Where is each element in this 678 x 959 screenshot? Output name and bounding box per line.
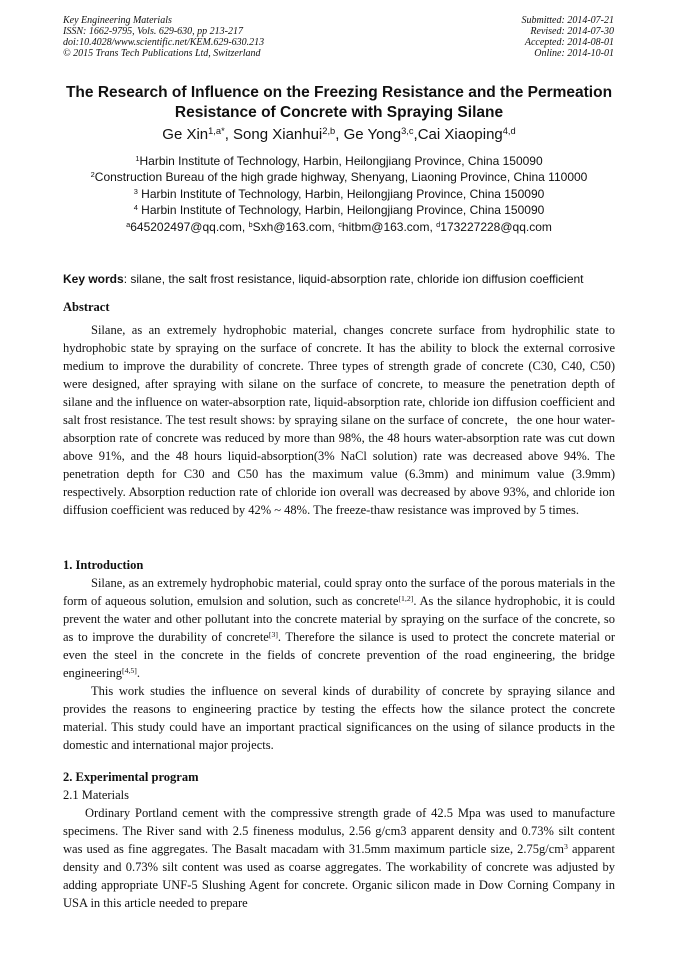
keywords-text: : silane, the salt frost resistance, liquid-absorption rate, chloride ion diffusion coefficient xyxy=(123,272,584,286)
affiliation-text: Construction Bureau of the high grade highway, Shenyang, Liaoning Province, China 110000 xyxy=(94,170,588,185)
keywords-label: Key words xyxy=(63,272,124,286)
author-sup: 1,a* xyxy=(208,125,225,136)
affiliation-sup: 1 xyxy=(135,153,140,163)
introduction-body xyxy=(63,574,615,754)
text-run: . Therefore the silance is used to protect the concrete material or even the steel in the concrete in the fields of concrete prevention of the road engineering, the bridge engineering xyxy=(63,630,616,680)
paper-title: The Research of Influence on the Freezing Resistance and the Permeation Resistance of Concrete with Spraying Silane xyxy=(65,84,613,121)
email-line xyxy=(63,219,615,235)
citation: [4,5] xyxy=(122,665,137,675)
affiliation-sup: 3 xyxy=(133,186,138,196)
author-name: Cai Xiaoping xyxy=(417,126,503,143)
affiliation-line xyxy=(63,169,615,185)
author-sup: 2,b xyxy=(322,125,336,136)
author-sep: , xyxy=(413,126,418,143)
author-name: Ge Yong xyxy=(343,126,402,143)
date-online: Online: 2014-10-01 xyxy=(534,48,614,59)
introduction-paragraph-2: This work studies the influence on several kinds of durability of concrete by spraying silance and provides the reasons to engineering practice by testing the effects how the silance protect the concrete material. This study could have an important practical significances on the using of silance products in the domestic and international major projects. xyxy=(63,684,615,752)
author-name: Song Xianhui xyxy=(233,126,323,143)
email-text[interactable]: 173227228@qq.com xyxy=(440,219,552,234)
email-sup: c xyxy=(338,219,342,229)
superscript: 3 xyxy=(564,841,568,851)
text-run: . xyxy=(136,666,140,680)
journal-issn: ISSN: 1662-9795, Vols. 629-630, pp 213-217 xyxy=(63,26,243,37)
introduction-paragraph-1 xyxy=(63,574,615,682)
text-run: . As the silance hydrophobic, it is could prevent the water and other pollutant into the concrete material by spraying on the surface of the concrete, so as to improve the durability of concrete xyxy=(63,594,615,644)
author-list xyxy=(63,126,615,144)
affiliation-sup: 4 xyxy=(133,203,138,213)
affiliation-text: Harbin Institute of Technology, Harbin, Heilongjiang Province, China 150090 xyxy=(137,203,545,218)
email-sup: a xyxy=(126,219,131,229)
email-text[interactable]: 645202497@qq.com, xyxy=(130,219,249,234)
affiliations xyxy=(63,153,615,235)
email-sup: d xyxy=(436,219,441,229)
author-sep: , xyxy=(335,126,344,143)
text-run: Silane, as an extremely hydrophobic material, could spray onto the surface of the porous materials in the form of aqueous solution, emulsion and solution, such as concrete xyxy=(63,576,615,608)
author-sup: 4,d xyxy=(502,125,516,136)
text-run: Ordinary Portland cement with the compressive strength grade of 42.5 Mpa was used to manufacture specimens. The River sand with 2.5 fineness modulus, 2.56 g/cm3 apparent density and 0.73% silt content was used as fine aggregates. The Basalt macadam with 31.5mm maximum particle size, 2.75g/cm xyxy=(63,806,615,856)
introduction-heading: 1. Introduction xyxy=(63,558,144,572)
abstract-paragraph: Silane, as an extremely hydrophobic material, changes concrete surface from hydrophilic state to hydrophobic state by spraying on the surface of concrete. It has the ability to block the external corrosive medium to improve the durability of concrete. Three types of strength grade of concrete (C30, C40, C50) were designed, after spraying with silane on the surface of concrete, to measure the penetration depth of silane and the influence on water-absorption rate, liquid-absorption rate, chloride ion diffusion coefficient and salt frost resistance. The test result shows: by spraying silane on the surface of concrete，the one hour water-absorption rate of concrete was reduced by more than 98%, the 48 hours water-absorption rate was cut down above 91%, and the 48 hours liquid-absorption(3% NaCl solution) rate was decreased above 94%. The penetration depth for C30 and C50 has the maximum value (6.3mm) and minimum value (3.9mm) respectively. Absorption reduction rate of chloride ion overall was decreased by above 93%, and chloride ion diffusion coefficient was reduced by 42% ~ 48%. The freeze-thaw resistance was improved by 5 times. xyxy=(63,323,615,517)
date-accepted: Accepted: 2014-08-01 xyxy=(524,37,614,48)
journal-doi: doi:10.4028/www.scientific.net/KEM.629-630.213 xyxy=(63,37,265,48)
affiliation-sup: 2 xyxy=(90,170,95,180)
materials-subheading: 2.1 Materials xyxy=(63,788,129,802)
citation: [3] xyxy=(268,629,278,639)
email-sup: b xyxy=(248,219,253,229)
abstract-body xyxy=(63,321,615,519)
keywords xyxy=(63,271,623,287)
author-name: Ge Xin xyxy=(162,126,209,143)
journal-name: Key Engineering Materials xyxy=(63,15,172,26)
affiliation-line xyxy=(63,202,615,218)
citation: [1,2] xyxy=(398,593,414,603)
abstract-heading: Abstract xyxy=(63,300,110,314)
email-text[interactable]: Sxh@163.com, xyxy=(252,219,339,234)
date-revised: Revised: 2014-07-30 xyxy=(530,26,614,37)
author-sep: , xyxy=(224,126,234,143)
author-sup: 3,c xyxy=(401,125,414,136)
email-text[interactable]: hitbm@163.com, xyxy=(341,219,437,234)
affiliation-line xyxy=(63,153,615,169)
materials-paragraph xyxy=(63,804,615,912)
journal-copyright: © 2015 Trans Tech Publications Ltd, Switzerland xyxy=(63,48,261,59)
journal-info xyxy=(63,15,264,59)
text-run: apparent density and 0.73% silt content was used as coarse aggregates. The workability of concrete was adjusted by adding appropriate UNF-5 Slushing Agent for concrete. Organic silicon made in Dow Corning Company in USA in this article needed to prepare xyxy=(63,842,615,910)
affiliation-text: Harbin Institute of Technology, Harbin, Heilongjiang Province, China 150090 xyxy=(137,186,545,201)
affiliation-text: Harbin Institute of Technology, Harbin, Heilongjiang Province, China 150090 xyxy=(139,154,543,168)
date-submitted: Submitted: 2014-07-21 xyxy=(521,15,614,26)
materials-body xyxy=(63,804,615,912)
affiliation-line xyxy=(63,186,615,202)
publication-dates xyxy=(522,15,615,59)
experimental-heading: 2. Experimental program xyxy=(63,770,199,784)
